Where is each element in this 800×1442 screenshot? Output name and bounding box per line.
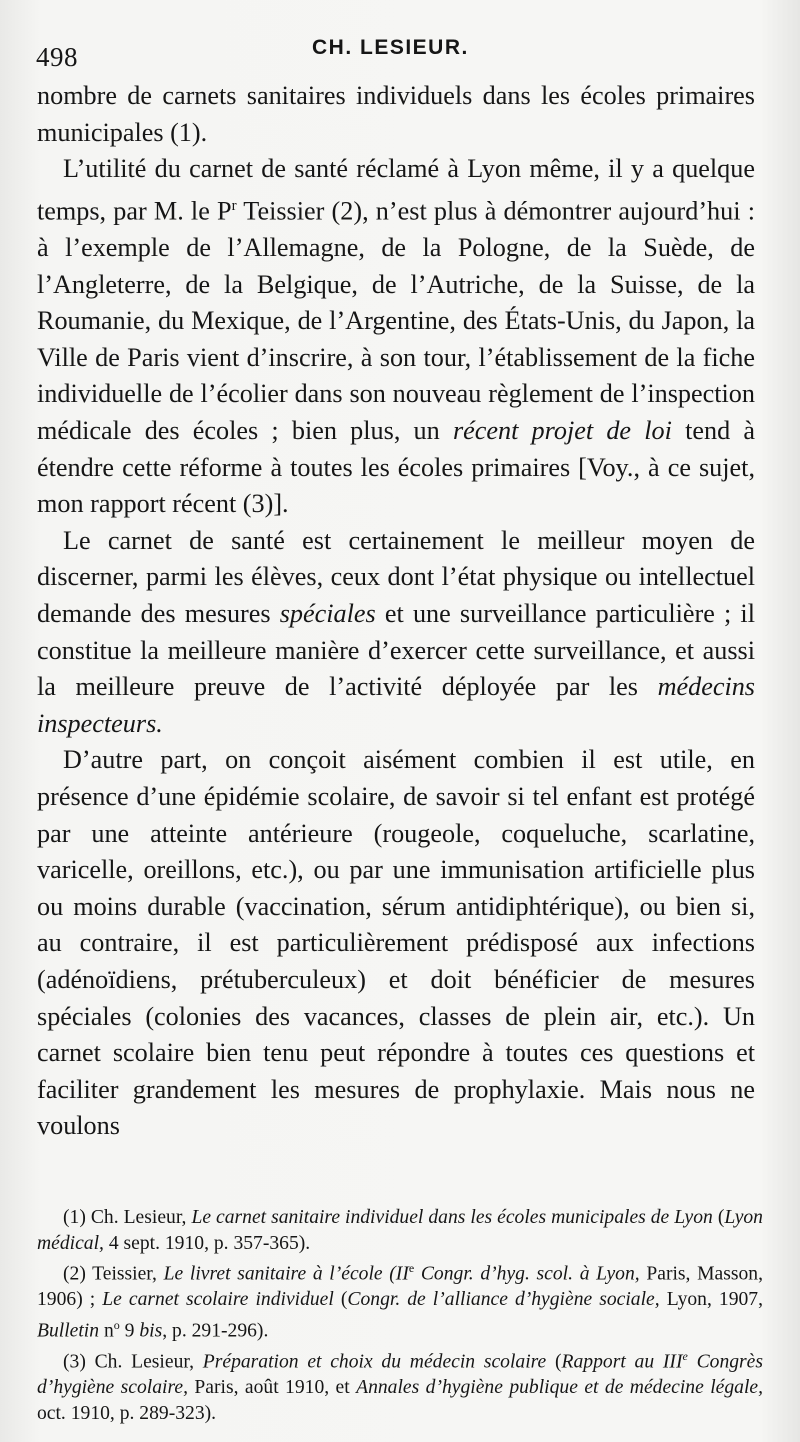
- paragraph-carnet: Le carnet de santé est certainement le meilleur moyen de discerner, parmi les élèves, ceux dont l’état physique ou intellectuel demande des mesures spéciales et une surveillance particulière ; il constitue la meilleure manière d’exercer cette surveillance, et aussi la meilleure preuve de l’activité déployée par les médecins inspecteurs.: [37, 525, 755, 738]
- running-head: CH. LESIEUR.: [312, 36, 469, 59]
- body-text: [37, 78, 755, 1145]
- footnotes: [37, 1205, 763, 1426]
- paragraph-utilite: L’utilité du carnet de santé réclamé à Lyon même, il y a quelque temps, par M. le $P^r$ Teissier (2), n’est plus à démontrer aujourd’hui : à l’exemple de l’Allemagne, de la Pologne, de la Suède, de l’Angleterre, de la Belgique, de l’Autriche, de la Suisse, de la Roumanie, du Mexique, de l’Argentine, des États-Unis, du Japon, la Ville de Paris vient d’inscrire, à son tour, l’établissement de la fiche individuelle de l’écolier dans son nouveau règlement de l’inspection médicale des écoles ; bien plus, un récent projet de loi tend à étendre cette réforme à toutes les écoles primaires [Voy., à ce sujet, mon rapport récent (3)].: [37, 154, 755, 519]
- paragraph-autre-part: D’autre part, on conçoit aisément combien il est utile, en présence d’une épidémie scolaire, de savoir si tel enfant est protégé par une atteinte antérieure (rougeole, coqueluche, scarlatine, varicelle, oreillons, etc.), ou par une immunisation artificielle plus ou moins durable (vaccination, sérum antidiphtérique), ou bien si, au contraire, il est particulièrement prédisposé aux infections (adénoïdiens, prétuberculeux) et doit bénéficier de mesures spéciales (colonies des vacances, classes de plein air, etc.). Un carnet scolaire bien tenu peut répondre à toutes ces questions et faciliter grandement les mesures de prophylaxie. Mais nous ne voulons: [37, 745, 755, 1141]
- footnote-2: (2) Teissier, Le livret sanitaire à l’école (IIe Congr. d’hyg. scol. à Lyon, Paris, Masson, 1906) ; Le carnet scolaire individuel (Congr. de l’alliance d’hygiène sociale, Lyon, 1907, Bulletin $n^o$ 9 bis, p. 291-296).: [37, 1261, 763, 1342]
- footnote-3: (3) Ch. Lesieur, Préparation et choix du médecin scolaire (Rapport au IIIe Congrès d’hygiène scolaire, Paris, août 1910, et Annales d’hygiène publique et de médecine légale, oct. 1910, p. 289-323).: [37, 1349, 763, 1424]
- page-header: [36, 32, 756, 72]
- page-number: 498: [36, 42, 78, 72]
- paragraph-continuation: nombre de carnets sanitaires individuels dans les écoles primaires municipales (1).: [37, 81, 755, 147]
- footnote-1: (1) Ch. Lesieur, Le carnet sanitaire individuel dans les écoles municipales de Lyon (Lyon médical, 4 sept. 1910, p. 357-365).: [37, 1207, 763, 1254]
